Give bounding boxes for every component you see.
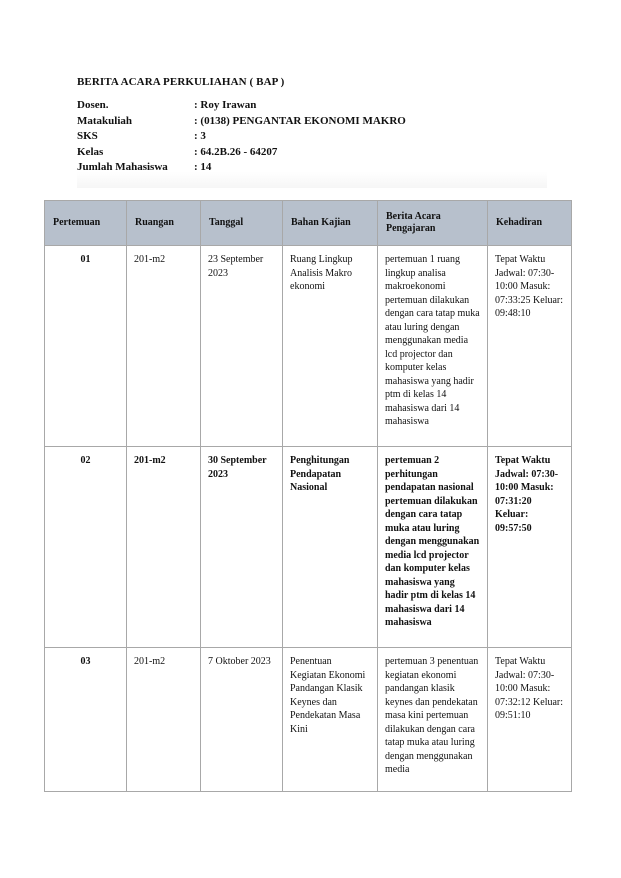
info-row-kelas <box>77 145 547 161</box>
cell-pertemuan: 01 <box>45 246 127 447</box>
header-tanggal: Tanggal <box>201 201 283 246</box>
header-bahan-kajian: Bahan Kajian <box>283 201 378 246</box>
header-pertemuan: Pertemuan <box>45 201 127 246</box>
cell-ruangan: 201-m2 <box>127 246 201 447</box>
cell-tanggal: 23 September 2023 <box>201 246 283 447</box>
cell-pertemuan: 02 <box>45 447 127 648</box>
table-row <box>45 246 572 447</box>
header-berita-acara: Berita Acara Pengajaran <box>378 201 488 246</box>
info-label: Kelas <box>77 145 104 158</box>
cell-ruangan: 201-m2 <box>127 447 201 648</box>
cell-tanggal: 30 September 2023 <box>201 447 283 648</box>
cell-ruangan: 201-m2 <box>127 648 201 792</box>
info-row-dosen <box>77 98 547 114</box>
info-label: Dosen. <box>77 99 109 111</box>
info-label: Matakuliah <box>77 114 133 127</box>
bap-table <box>44 200 572 792</box>
info-label: Jumlah Mahasiswa <box>77 161 168 173</box>
table-header-row <box>45 201 572 246</box>
header-ruangan: Ruangan <box>127 201 201 246</box>
info-value: : 3 <box>194 130 206 142</box>
table-row <box>45 447 572 648</box>
table-row <box>45 648 572 792</box>
cell-kehadiran: Tepat Waktu Jadwal: 07:30-10:00 Masuk: 07:33:25 Keluar: 09:48:10 <box>488 246 572 447</box>
info-value: : (0138) PENGANTAR EKONOMI MAKRO <box>194 114 406 127</box>
cell-tanggal: 7 Oktober 2023 <box>201 648 283 792</box>
info-row-sks <box>77 129 547 145</box>
info-value: : 64.2B.26 - 64207 <box>194 145 278 158</box>
info-row-matakuliah <box>77 114 547 130</box>
document-title: BERITA ACARA PERKULIAHAN ( BAP ) <box>77 76 285 88</box>
cell-kehadiran: Tepat Waktu Jadwal: 07:30-10:00 Masuk: 07:31:20 Keluar: 09:57:50 <box>488 447 572 648</box>
cell-bahan-kajian: Ruang Lingkup Analisis Makro ekonomi <box>283 246 378 447</box>
cell-kehadiran: Tepat Waktu Jadwal: 07:30-10:00 Masuk: 07:32:12 Keluar: 09:51:10 <box>488 648 572 792</box>
info-row-jumlah-mahasiswa <box>77 160 547 176</box>
info-value: : Roy Irawan <box>194 99 257 111</box>
cell-berita-acara: pertemuan 3 penentuan kegiatan ekonomi pandangan klasik keynes dan pendekatan masa kini pertemuan dilakukan dengan cara tatap muka atau luring dengan menggunakan media <box>378 648 488 792</box>
cell-berita-acara: pertemuan 1 ruang lingkup analisa makroekonomi pertemuan dilakukan dengan cara tatap muka atau luring dengan menggunakan media lcd projector dan komputer kelas mahasiswa yang hadir ptm di kelas 14 mahasiswa dari 14 mahasiswa <box>378 246 488 447</box>
course-info <box>77 98 547 188</box>
cell-bahan-kajian: Penghitungan Pendapatan Nasional <box>283 447 378 648</box>
cell-berita-acara: pertemuan 2 perhitungan pendapatan nasional pertemuan dilakukan dengan cara tatap muka atau luring dengan menggunakan media lcd projector dan komputer kelas mahasiswa yang hadir ptm di kelas 14 mahasiswa dari 14 mahasiswa <box>378 447 488 648</box>
cell-bahan-kajian: Penentuan Kegiatan Ekonomi Pandangan Klasik Keynes dan Pendekatan Masa Kini <box>283 648 378 792</box>
header-kehadiran: Kehadiran <box>488 201 572 246</box>
info-label: SKS <box>77 130 98 142</box>
info-value: : 14 <box>194 161 212 173</box>
cell-pertemuan: 03 <box>45 648 127 792</box>
